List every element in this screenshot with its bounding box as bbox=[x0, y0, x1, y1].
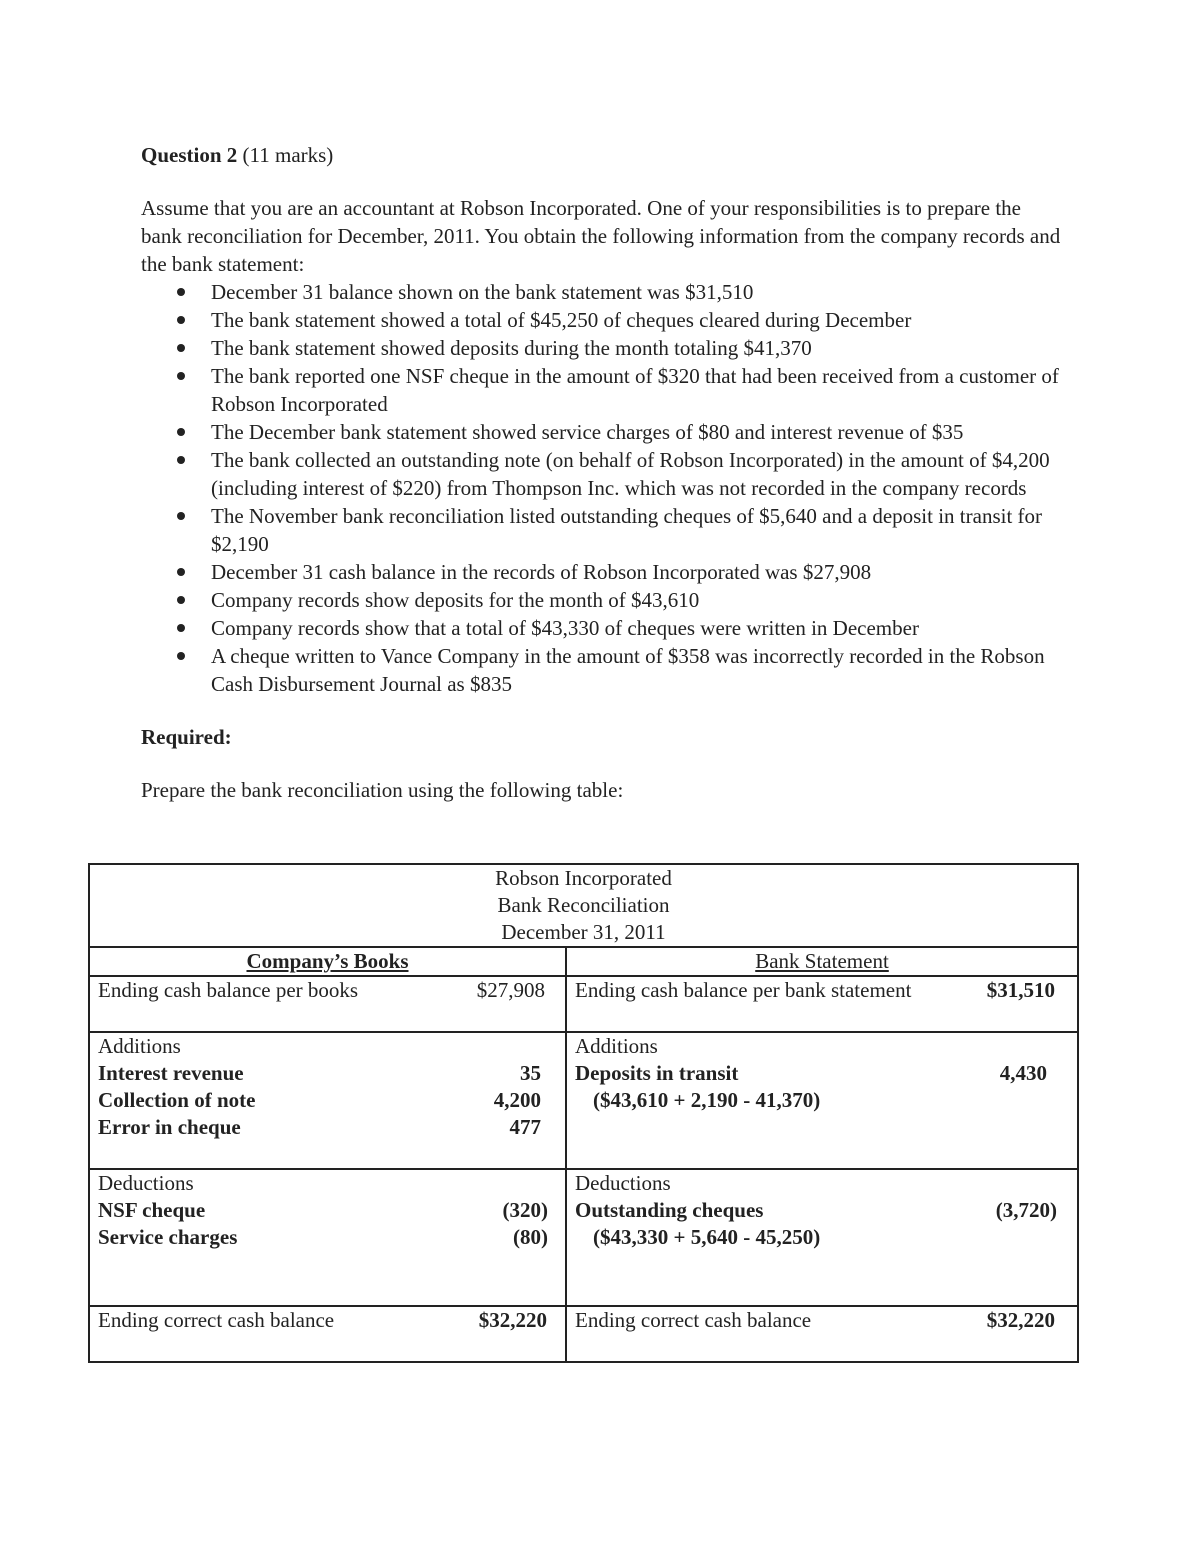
bank-addition-note: ($43,610 + 2,190 - 41,370) bbox=[593, 1088, 821, 1112]
question-intro: Assume that you are an accountant at Robson Incorporated. One of your responsibilities is to prepare the bank reconciliation for December, 2011. You obtain the following information from the company records and the bank statement: bbox=[141, 196, 1061, 276]
fact-item: The bank statement showed a total of $45,250 of cheques cleared during December bbox=[141, 306, 1076, 334]
bank-addition-label: Deposits in transit bbox=[575, 1061, 739, 1085]
fact-item: The November bank reconciliation listed outstanding cheques of $5,640 and a deposit in transit for $2,190 bbox=[141, 502, 1076, 558]
books-deduction-value: (80) bbox=[513, 1225, 548, 1249]
books-addition-label: Error in cheque bbox=[98, 1115, 241, 1139]
bank-ending-cell bbox=[566, 976, 1078, 1032]
bank-ending-value: $31,510 bbox=[986, 978, 1055, 1002]
books-ending-label: Ending cash balance per books bbox=[98, 978, 359, 1002]
books-additions-label: Additions bbox=[98, 1034, 181, 1058]
books-final-value: $32,220 bbox=[478, 1308, 547, 1332]
books-deduction-value: (320) bbox=[502, 1198, 548, 1222]
fact-item: December 31 balance shown on the bank statement was $31,510 bbox=[141, 278, 1076, 306]
bank-final-label: Ending correct cash balance bbox=[575, 1308, 812, 1332]
bank-additions-cell bbox=[566, 1032, 1078, 1169]
fact-item: The December bank statement showed service charges of $80 and interest revenue of $35 bbox=[141, 418, 1076, 446]
bank-column-title: Bank Statement bbox=[566, 947, 1078, 976]
bank-deductions-cell bbox=[566, 1169, 1078, 1306]
bank-deduction-value: (3,720) bbox=[995, 1198, 1057, 1222]
books-addition-value: 4,200 bbox=[493, 1088, 541, 1112]
company-name: Robson Incorporated bbox=[495, 866, 672, 890]
fact-item: A cheque written to Vance Company in the amount of $358 was incorrectly recorded in the Robson Cash Disbursement Journal as $835 bbox=[141, 642, 1076, 698]
question-content bbox=[141, 141, 1076, 804]
bank-ending-label: Ending cash balance per bank statement bbox=[575, 978, 912, 1002]
books-deductions-label: Deductions bbox=[98, 1171, 194, 1195]
instruction-text: Prepare the bank reconciliation using the following table: bbox=[141, 778, 624, 802]
question-label: Question 2 bbox=[141, 143, 238, 167]
books-addition-label: Collection of note bbox=[98, 1088, 256, 1112]
bank-final-cell bbox=[566, 1306, 1078, 1362]
books-ending-cell bbox=[89, 976, 566, 1032]
bank-final-value: $32,220 bbox=[986, 1308, 1055, 1332]
fact-item: The bank statement showed deposits during the month totaling $41,370 bbox=[141, 334, 1076, 362]
report-date: December 31, 2011 bbox=[501, 920, 666, 944]
bank-deductions-label: Deductions bbox=[575, 1171, 671, 1195]
fact-item: The bank reported one NSF cheque in the amount of $320 that had been received from a customer of Robson Incorporated bbox=[141, 362, 1076, 418]
books-final-cell bbox=[89, 1306, 566, 1362]
books-addition-value: 477 bbox=[509, 1115, 541, 1139]
fact-item: December 31 cash balance in the records of Robson Incorporated was $27,908 bbox=[141, 558, 1076, 586]
books-final-label: Ending correct cash balance bbox=[98, 1308, 335, 1332]
table-header bbox=[89, 864, 1078, 947]
bank-addition-value: 4,430 bbox=[999, 1061, 1047, 1085]
facts-list bbox=[141, 278, 1076, 698]
fact-item: Company records show that a total of $43,330 of cheques were written in December bbox=[141, 614, 1076, 642]
fact-item: Company records show deposits for the month of $43,610 bbox=[141, 586, 1076, 614]
question-marks: (11 marks) bbox=[242, 143, 334, 167]
bank-deduction-note: ($43,330 + 5,640 - 45,250) bbox=[593, 1225, 821, 1249]
books-column-title: Company’s Books bbox=[89, 947, 566, 976]
books-additions-cell bbox=[89, 1032, 566, 1169]
books-deductions-cell bbox=[89, 1169, 566, 1306]
books-deduction-label: NSF cheque bbox=[98, 1198, 206, 1222]
bank-additions-label: Additions bbox=[575, 1034, 658, 1058]
bank-reconciliation-table bbox=[88, 863, 1079, 1363]
fact-item: The bank collected an outstanding note (on behalf of Robson Incorporated) in the amount of $4,200 (including interest of $220) from Thompson Inc. which was not recorded in the company records bbox=[141, 446, 1076, 502]
books-addition-label: Interest revenue bbox=[98, 1061, 244, 1085]
bank-deduction-label: Outstanding cheques bbox=[575, 1198, 764, 1222]
books-deduction-label: Service charges bbox=[98, 1225, 238, 1249]
required-heading: Required: bbox=[141, 725, 232, 749]
books-addition-value: 35 bbox=[520, 1061, 541, 1085]
report-title: Bank Reconciliation bbox=[497, 893, 670, 917]
question-title bbox=[141, 141, 1076, 169]
books-ending-value: $27,908 bbox=[476, 978, 545, 1002]
